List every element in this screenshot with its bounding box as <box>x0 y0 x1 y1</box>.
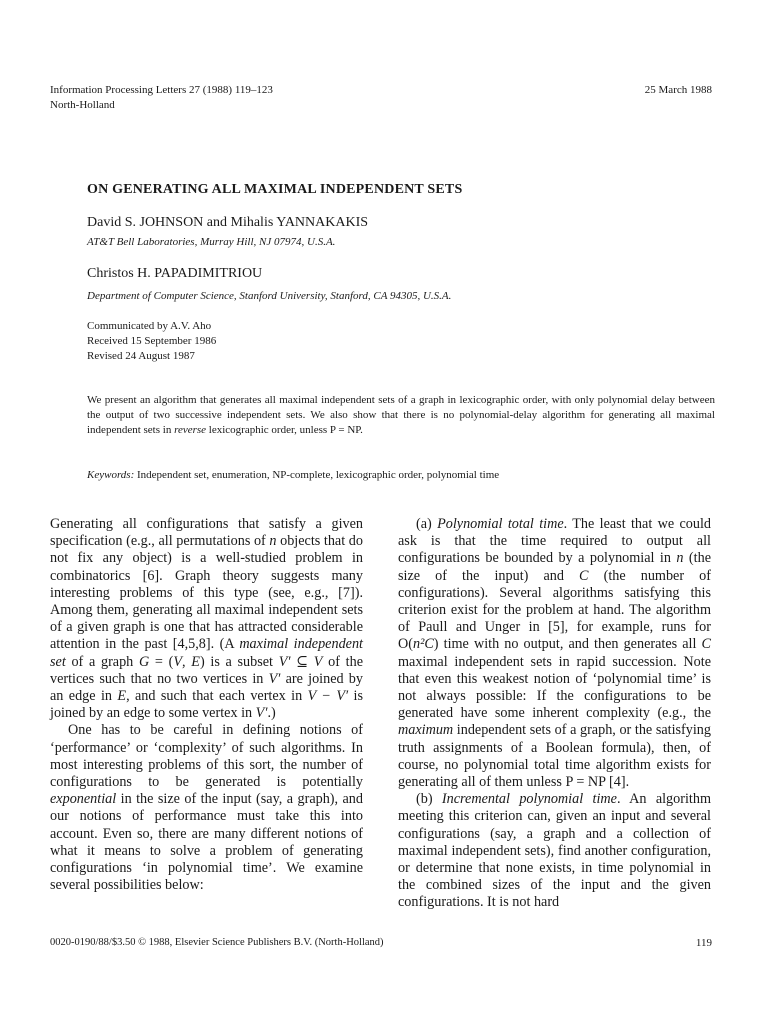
publication-date: 25 March 1988 <box>644 84 712 96</box>
body-column-right <box>398 516 711 912</box>
body-column-left <box>50 516 363 894</box>
affiliation-secondary: Department of Computer Science, Stanford University, Stanford, CA 94305, U.S.A. <box>87 290 452 302</box>
abstract: We present an algorithm that generates all maximal independent sets of a graph in lexicographic order, with only polynomial delay between the output of two successive independent sets. We also show that there is no polynomial-delay algorithm for generating all maximal independent sets in reverse lexicographic order, unless P = NP. <box>87 394 715 436</box>
affiliation-primary: AT&T Bell Laboratories, Murray Hill, NJ 07974, U.S.A. <box>87 236 336 248</box>
communicated-by: Communicated by A.V. Aho <box>87 320 212 332</box>
journal-citation <box>50 83 273 113</box>
publisher-line: North-Holland <box>50 99 115 111</box>
page-number: 119 <box>695 937 712 949</box>
keywords-label: Keywords: <box>87 469 135 481</box>
keywords-text: Independent set, enumeration, NP-complete, lexicographic order, polynomial time <box>134 469 500 481</box>
paragraph: Generating all configurations that satisfy a given specification (e.g., all permutations of n objects that do not fix any object) is a well-studied problem in combinatorics [6]. Graph theory suggests many interesting problems of this type (see, e.g., [7]). Among them, generating all maximal independent sets of a given graph is one that has attracted considerable attention in the past [4,5,8]. (A maximal independent set of a graph G = (V, E) is a subset V′ ⊆ V of the vertices such that no two vertices in V′ are joined by an edge in E, and such that each vertex in V − V′ is joined by an edge to some vertex in V′.) <box>50 516 363 722</box>
paragraph: (b) Incremental polynomial time. An algorithm meeting this criterion can, given an input and several configurations (say, a graph and a collection of maximal independent sets), find another configuration, or determine that none exists, in time polynomial in the combined sizes of the input and the given configurations. It is not hard <box>398 791 711 911</box>
keywords <box>87 469 499 481</box>
authors-secondary: Christos H. PAPADIMITRIOU <box>87 266 263 281</box>
journal-line: Information Processing Letters 27 (1988) 119–123 <box>50 84 273 96</box>
revised-date: Revised 24 August 1987 <box>87 350 195 362</box>
paper-title: ON GENERATING ALL MAXIMAL INDEPENDENT SETS <box>87 182 463 197</box>
received-date: Received 15 September 1986 <box>87 335 217 347</box>
paragraph: (a) Polynomial total time. The least that we could ask is that the time required to output all configurations be bounded by a polynomial in n (the size of the input) and C (the number of configurations). Several algorithms satisfying this criterion exist for the problem at hand. The algorithm of Paull and Unger in [5], for example, runs for O(n²C) time with no output, and then generates all C maximal independent sets in rapid succession. Note that even this weakest notion of ‘polynomial time’ is not always possible: If the configurations to be generated have some inherent complexity (e.g., the maximum independent sets of a graph, or the satisfying truth assignments of a Boolean formula), then, of course, no polynomial total time algorithm exists for generating all of them unless P = NP [4]. <box>398 516 711 791</box>
authors-primary: David S. JOHNSON and Mihalis YANNAKAKIS <box>87 215 369 230</box>
copyright-line: 0020-0190/88/$3.50 © 1988, Elsevier Science Publishers B.V. (North-Holland) <box>50 937 384 948</box>
submission-history <box>87 319 216 364</box>
paragraph: One has to be careful in defining notions of ‘performance’ or ‘complexity’ of such algorithms. In most interesting problems of this sort, the number of configurations to be generated is potentially exponential in the size of the input (say, a graph), and our notions of performance must take this into account. Even so, there are many different notions of what it means to solve a problem of generating configurations ‘in polynomial time’. We examine several possibilities below: <box>50 722 363 894</box>
